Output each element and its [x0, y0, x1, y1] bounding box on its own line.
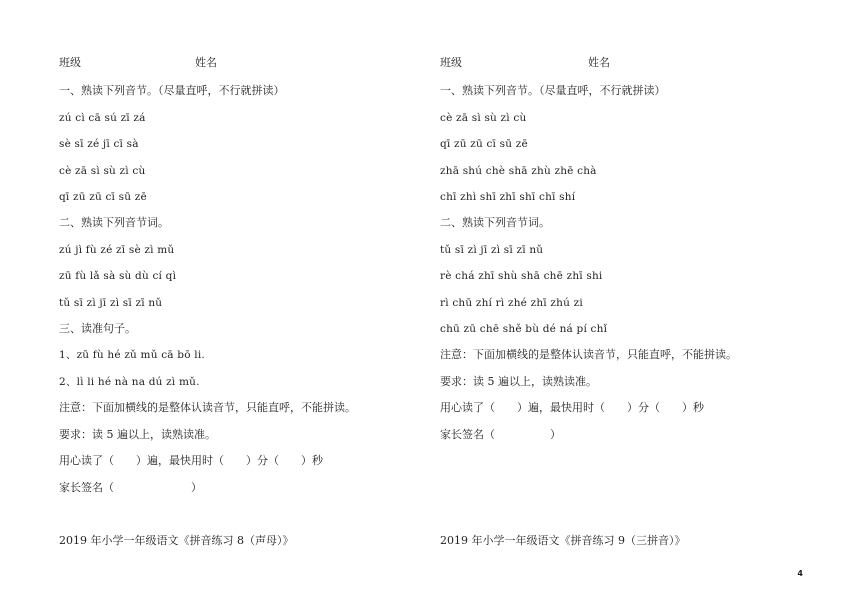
worksheet-title-footer: 2019 年小学一年级语文《拼音练习 8（声母）》 — [59, 534, 294, 547]
pinyin-line: qī zū zū cī sū zē — [440, 138, 528, 150]
note-text: 注意：下面加横线的是整体认读音节，只能直呼，不能拼读。 — [59, 401, 356, 414]
class-label: 班级 — [440, 56, 462, 69]
requirement-text: 要求：读 5 遍以上，读熟读准。 — [59, 428, 216, 441]
section1-title: 一、熟读下列音节。（尽量直呼，不行就拼读） — [59, 84, 285, 97]
pinyin-line: zū fù lǎ sà sù dù cí qì — [59, 270, 177, 282]
worksheet-title-footer: 2019 年小学一年级语文《拼音练习 9（三拼音）》 — [440, 534, 686, 547]
section1-title: 一、熟读下列音节。（尽量直呼，不行就拼读） — [440, 84, 666, 97]
pinyin-line: chū zū chē shě bù dé ná pí chǐ — [440, 323, 608, 335]
name-label: 姓名 — [195, 56, 217, 69]
pinyin-line: chī zhì shī zhī shī chī shí — [440, 191, 576, 203]
pinyin-line: rì chū zhí rì zhé zhī zhú zi — [440, 297, 583, 309]
pinyin-line: zú cì cā sú zī zá — [59, 112, 146, 124]
section2-title: 二、熟读下列音节词。 — [440, 216, 550, 229]
practice-record: 用心读了（ ）遍，最快用时（ ）分（ ）秒 — [59, 454, 323, 467]
requirement-text: 要求：读 5 遍以上，读熟读准。 — [440, 375, 597, 388]
page-number: 4 — [797, 569, 803, 578]
note-text: 注意：下面加横线的是整体认读音节，只能直呼，不能拼读。 — [440, 348, 737, 361]
pinyin-line: sè sī zé jī cī sà — [59, 138, 139, 150]
class-label: 班级 — [59, 56, 81, 69]
pinyin-line: cè zā sì sù zì cù — [440, 112, 527, 124]
practice-record: 用心读了（ ）遍，最快用时（ ）分（ ）秒 — [440, 401, 704, 414]
pinyin-line: cè zā sì sù zì cù — [59, 165, 146, 177]
sentence-line: 1、zū fù hé zǔ mǔ cā bō li. — [59, 349, 205, 361]
pinyin-line: zhā shú chè shā zhù zhē chà — [440, 165, 597, 177]
pinyin-line: tǔ sī zì jī zì sī zī nǔ — [440, 244, 544, 256]
pinyin-line: zú jì fù zé zī sè zì mǔ — [59, 244, 175, 256]
section3-title: 三、读准句子。 — [59, 322, 136, 335]
parent-signature: 家长签名（ ） — [59, 481, 202, 494]
name-label: 姓名 — [588, 56, 610, 69]
pinyin-line: qī zū zū cī sū zē — [59, 191, 147, 203]
section2-title: 二、熟读下列音节词。 — [59, 216, 169, 229]
sentence-line: 2、lì li hé nà na dú zì mǔ. — [59, 376, 200, 388]
parent-signature: 家长签名（ ） — [440, 428, 561, 441]
pinyin-line: tǔ sī zì jī zì sī zī nǔ — [59, 297, 163, 309]
pinyin-line: rè chá zhī shù shā chē zhī shi — [440, 270, 603, 282]
